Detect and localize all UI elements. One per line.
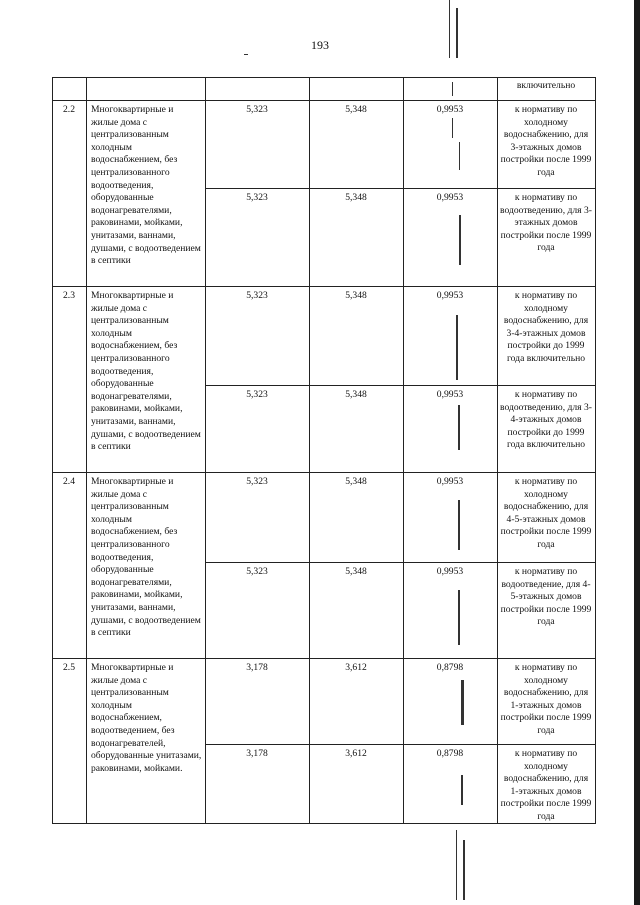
value-b: 5,348 xyxy=(345,389,367,400)
value-c: 0,9953 xyxy=(436,476,464,487)
row-note: к нормативу по холодному водоснабжению, для 3-4-этажных домов постройки до 1999 года включительно xyxy=(503,290,589,364)
value-c: 0,8798 xyxy=(436,748,464,759)
row-number: 2.3 xyxy=(63,290,75,301)
value-a: 5,323 xyxy=(246,290,268,301)
scan-artifact xyxy=(459,142,460,170)
value-a: 5,323 xyxy=(246,104,268,115)
scan-artifact xyxy=(458,590,460,645)
row-note: к нормативу по холодному водоснабжению, для 3-этажных домов постройки после 1999 года xyxy=(500,104,592,178)
value-c: 0,9953 xyxy=(436,290,464,301)
scan-artifact xyxy=(244,54,248,55)
scan-artifact xyxy=(459,215,461,265)
value-a: 5,323 xyxy=(246,566,268,577)
scan-artifact xyxy=(458,405,460,450)
row-description: Многоквартирные и жилые дома с централизованным холодным водоснабжением, без централизованного водоотведения, оборудованные водонагревателями, раковинами, мойками, унитазами, ваннами, душами, с водоотведением в септики xyxy=(91,290,201,453)
carry-over-note: включительно xyxy=(516,80,576,91)
scan-artifact xyxy=(449,0,450,58)
row-note: к нормативу по холодному водоснабжению, для 4-5-этажных домов постройки после 1999 года xyxy=(500,476,592,550)
value-a: 3,178 xyxy=(246,662,268,673)
row-note: к нормативу по водоотведению, для 3-4-этажных домов постройки до 1999 года включительно xyxy=(500,389,592,451)
value-b: 3,612 xyxy=(345,662,367,673)
value-b: 5,348 xyxy=(345,476,367,487)
scan-artifact xyxy=(463,840,465,900)
scan-artifact xyxy=(452,118,453,138)
scan-artifact xyxy=(458,500,460,550)
row-description: Многоквартирные и жилые дома с централизованным холодным водоснабжением, водоотведением, без водонагревателей, оборудованные унитазами, раковинами, мойками. xyxy=(91,662,202,774)
value-b: 5,348 xyxy=(345,192,367,203)
value-c: 0,9953 xyxy=(436,389,464,400)
value-b: 5,348 xyxy=(345,104,367,115)
scan-artifact xyxy=(456,315,458,380)
page-number: 193 xyxy=(311,38,329,52)
scan-artifact xyxy=(456,8,458,58)
value-b: 5,348 xyxy=(345,566,367,577)
row-number: 2.5 xyxy=(63,662,75,673)
row-description: Многоквартирные и жилые дома с централизованным холодным водоснабжением, без централизованного водоотведения, оборудованные водонагревателями, раковинами, мойками, унитазами, ваннами, душами, с водоотведением в септики xyxy=(91,104,201,267)
value-a: 5,323 xyxy=(246,476,268,487)
row-note: к нормативу по водоотведение, для 4-5-этажных домов постройки после 1999 года xyxy=(500,566,592,628)
row-number: 2.2 xyxy=(63,104,75,115)
value-a: 5,323 xyxy=(246,192,268,203)
row-description: Многоквартирные и жилые дома с централизованным холодным водоснабжением, без централизованного водоотведения, оборудованные водонагревателями, раковинами, мойками, унитазами, ваннами, душами, с водоотведением в септики xyxy=(91,476,201,639)
scan-artifact xyxy=(456,830,457,900)
row-note: к нормативу по водоотведению, для 3-этажных домов постройки после 1999 года xyxy=(500,192,592,254)
scan-artifact xyxy=(461,680,464,725)
value-c: 0,9953 xyxy=(436,566,464,577)
value-c: 0,9953 xyxy=(436,104,464,115)
value-c: 0,8798 xyxy=(436,662,464,673)
scan-artifact xyxy=(452,82,453,96)
value-a: 3,178 xyxy=(246,748,268,759)
value-b: 3,612 xyxy=(345,748,367,759)
row-number: 2.4 xyxy=(63,476,75,487)
value-c: 0,9953 xyxy=(436,192,464,203)
value-b: 5,348 xyxy=(345,290,367,301)
row-note: к нормативу по холодному водоснабжению, для 1-этажных домов постройки после 1999 года xyxy=(500,662,592,736)
scan-border xyxy=(634,0,640,905)
value-a: 5,323 xyxy=(246,389,268,400)
scan-artifact xyxy=(461,775,463,805)
row-note: к нормативу по холодному водоснабжению, для 1-этажных домов постройки после 1999 года xyxy=(500,748,592,822)
